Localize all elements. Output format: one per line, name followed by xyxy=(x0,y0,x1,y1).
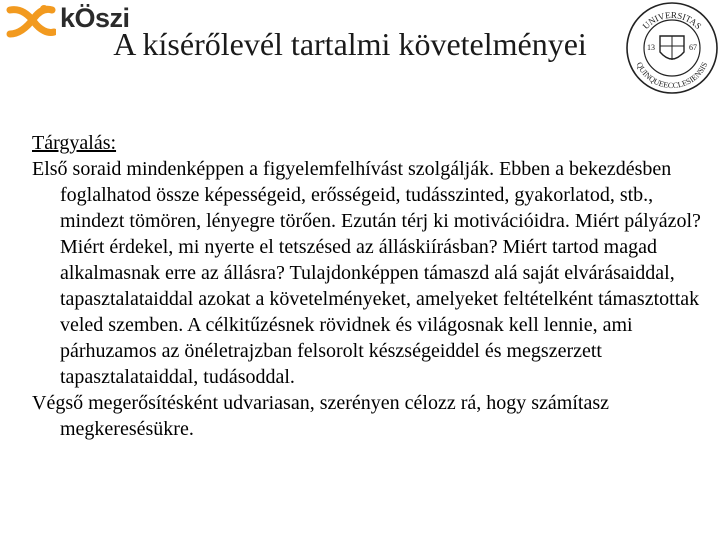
body-paragraph: Végső megerősítésként udvariasan, szerényen célozz rá, hogy számítasz megkeresésükre. xyxy=(32,392,609,440)
seal-year-right: 67 xyxy=(689,43,697,52)
slide-title: A kísérőlevél tartalmi követelményei xyxy=(113,26,587,62)
koszi-wordmark: kÖszi xyxy=(60,3,130,33)
koszi-logo-mark-icon xyxy=(4,4,56,38)
seal-year-left: 13 xyxy=(647,43,655,52)
university-seal-icon xyxy=(624,0,720,96)
seal-text-bottom: QUINQUEECCLESIENSIS xyxy=(634,60,710,91)
svg-text:QUINQUEECCLESIENSIS xyxy=(635,61,710,90)
seal-text-top: UNIVERSITAS xyxy=(640,9,704,32)
section-heading: Tárgyalás: xyxy=(32,132,117,154)
body-paragraph: Első soraid mindenképpen a figyelemfelhívást szolgálják. Ebben a bekezdésben foglalhatod össze képességeid, erősségeid, tudásszinted, gyakorlatod, stb., mindezt tömören, lényegre törően. Ezután térj ki motivációidra. Miért pályázol? Miért érdekel, mi nyerte el tetszésed az álláskiírásban? Miért tartod magad alkalmasnak erre az állásra? Tulajdonképpen támaszd alá saját elvárásaiddal, tapasztalataiddal azokat a követelményeket, amelyeket feltételként támasztottak veled szemben. A célkitűzésnek rövidnek és világosnak kell lennie, ami párhuzamos az önéletrajzban felsorolt készségeiddel és megszerzett tapasztalataiddal, tudásoddal. xyxy=(32,158,701,388)
slide-body xyxy=(32,130,702,442)
